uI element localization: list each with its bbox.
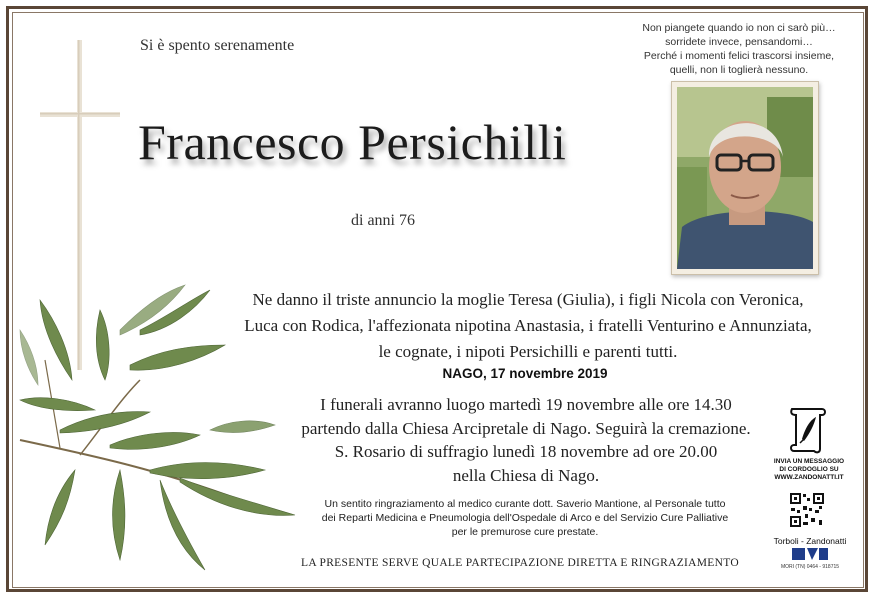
announcement-block bbox=[208, 287, 848, 365]
quote-block bbox=[632, 21, 846, 77]
condolence-line: WWW.ZANDONATTI.IT bbox=[774, 474, 844, 481]
funeral-info bbox=[276, 393, 776, 487]
funeral-home-name: Torboli - Zandonatti bbox=[773, 536, 847, 546]
deceased-age: di anni 76 bbox=[351, 212, 415, 229]
portrait-photo bbox=[671, 81, 819, 275]
scroll-quill-icon[interactable] bbox=[786, 405, 830, 455]
thanks-line: per le premurose cure prestate. bbox=[451, 526, 599, 538]
announcement-line: Ne danno il triste annuncio la moglie Teresa (Giulia), i figli Nicola con Veronica, bbox=[252, 290, 804, 309]
thanks-line: dei Reparti Medicina e Pneumologia dell'Ospedale di Arco e del Servizio Cure Palliative bbox=[321, 512, 729, 524]
announcement-line: Luca con Rodica, l'affezionata nipotina Anastasia, i fratelli Venturino e Annunziata, bbox=[244, 316, 812, 335]
funeral-line: S. Rosario di suffragio lunedì 18 novembre ad ore 20.00 bbox=[334, 442, 718, 461]
funeral-home-contact: MORI (TN) 0464 - 918715 bbox=[780, 564, 840, 570]
intro-text: Si è spento serenamente bbox=[140, 37, 295, 54]
condolence-line: INVIA UN MESSAGGIO bbox=[773, 458, 845, 465]
funeral-home-logo-icon bbox=[792, 546, 828, 562]
quote-line: Non piangete quando io non ci sarò più… bbox=[642, 22, 836, 34]
funeral-line: I funerali avranno luogo martedì 19 novembre alle ore 14.30 bbox=[320, 395, 732, 414]
place-date: NAGO, 17 novembre 2019 bbox=[442, 366, 608, 381]
announcement-line: le cognate, i nipoti Persichilli e parenti tutti. bbox=[378, 342, 678, 361]
condolence-line: DI CORDOGLIO SU bbox=[779, 466, 839, 473]
thanks-block bbox=[300, 497, 750, 539]
funeral-line: nella Chiesa di Nago. bbox=[452, 465, 600, 485]
condolence-link[interactable] bbox=[768, 458, 850, 482]
deceased-name: Francesco Persichilli bbox=[138, 114, 567, 170]
footer-text: LA PRESENTE SERVE QUALE PARTECIPAZIONE DIRETTA E RINGRAZIAMENTO bbox=[301, 557, 739, 569]
quote-line: sorridete invece, pensandomi… bbox=[665, 36, 813, 48]
funeral-line: partendo dalla Chiesa Arcipretale di Nago. Seguirà la cremazione. bbox=[301, 418, 751, 438]
quote-line: quelli, non li toglierà nessuno. bbox=[669, 64, 809, 76]
thanks-line: Un sentito ringraziamento al medico curante dott. Saverio Mantione, al Personale tutto bbox=[324, 498, 726, 510]
qr-code-icon[interactable] bbox=[789, 492, 825, 528]
quote-line: Perché i momenti felici trascorsi insieme, bbox=[643, 50, 835, 62]
portrait-image bbox=[677, 87, 813, 269]
